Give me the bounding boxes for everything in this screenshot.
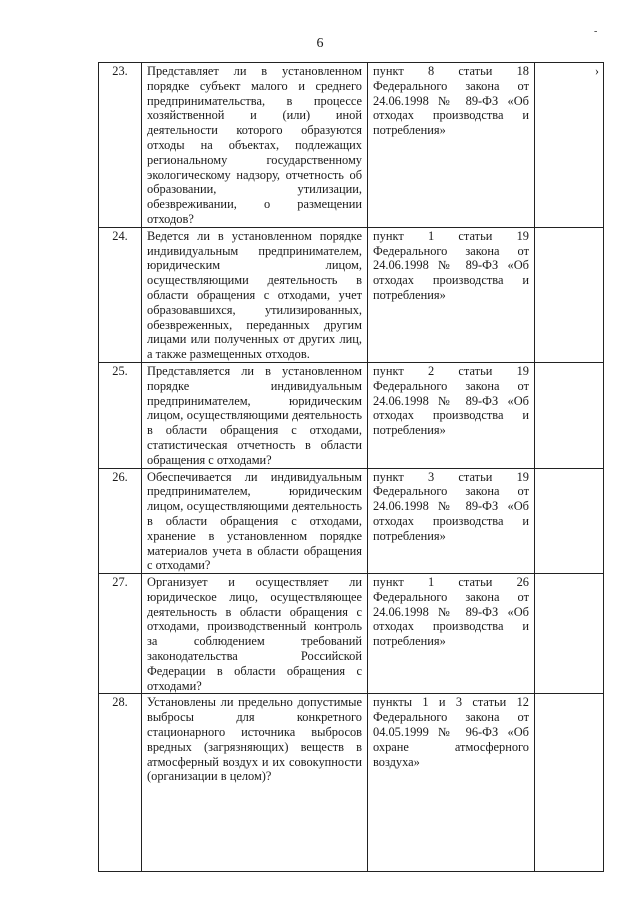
table-row [99,468,604,574]
table-row [99,63,604,228]
law-reference-cell: пункт 8 статьи 18 Федерального закона от 24.06.1998 № 89-ФЗ «Об отходах производства и потребления» [368,63,535,228]
row-number: 23. [99,63,142,228]
law-reference-cell: пункт 3 статьи 19 Федерального закона от 24.06.1998 № 89-ФЗ «Об отходах производства и потребления» [368,468,535,574]
law-reference-cell: пункт 2 статьи 19 Федерального закона от 24.06.1998 № 89-ФЗ «Об отходах производства и потребления» [368,362,535,468]
corner-mark: - [594,26,598,37]
question-cell: Организует и осуществляет ли юридическое лицо, осуществляющее деятельность в области обращения с отходами, производственный контроль за соблюдением требований законодательства Российской Федерации в области обращения с отходами? [142,574,368,694]
question-cell: Обеспечивается ли индивидуальным предпринимателем, юридическим лицом, осуществляющими деятельность в области обращения с отходами, хранение в установленном порядке материалов учета в области обращения с отходами? [142,468,368,574]
checklist-table [98,62,604,872]
answer-cell [535,694,604,872]
row-number: 28. [99,694,142,872]
row-number: 26. [99,468,142,574]
law-reference-cell: пункт 1 статьи 19 Федерального закона от 24.06.1998 № 89-ФЗ «Об отходах производства и потребления» [368,227,535,362]
answer-cell [535,468,604,574]
table-row [99,362,604,468]
question-cell: Установлены ли предельно допустимые выбросы для конкретного стационарного источника выбросов вредных (загрязняющих) веществ в атмосферный воздух и их совокупности (организации в целом)? [142,694,368,872]
row-number: 24. [99,227,142,362]
row-number: 27. [99,574,142,694]
table-row [99,574,604,694]
row-number: 25. [99,362,142,468]
answer-cell [535,574,604,694]
law-reference-cell: пункты 1 и 3 статьи 12 Федерального закона от 04.05.1999 № 96-ФЗ «Об охране атмосферного воздуха» [368,694,535,872]
page-number: 6 [316,36,324,51]
question-cell: Ведется ли в установленном порядке индивидуальным предпринимателем, юридическим лицом, осуществляющими деятельность в области обращения с отходами, учет образовавшихся, утилизированных, обезвреженных, переданных другим лицами или полученных от других лиц, а также размещенных отходов. [142,227,368,362]
answer-cell [535,63,604,228]
table-row [99,227,604,362]
cell-mark: › [594,64,599,78]
table-row [99,694,604,872]
question-cell: Представляет ли в установленном порядке субъект малого и среднего предпринимательства, в процессе хозяйственной и (или) иной деятельности которого образуются отходы на объектах, подлежащих региональному государственному экологическому надзору, отчетность об образовании, утилизации, обезвреживании, о размещении отходов? [142,63,368,228]
law-reference-cell: пункт 1 статьи 26 Федерального закона от 24.06.1998 № 89-ФЗ «Об отходах производства и потребления» [368,574,535,694]
answer-cell [535,362,604,468]
question-cell: Представляется ли в установленном порядке индивидуальным предпринимателем, юридическим лицом, осуществляющими деятельность в области обращения с отходами, статистическая отчетность в области обращения с отходами? [142,362,368,468]
answer-cell [535,227,604,362]
